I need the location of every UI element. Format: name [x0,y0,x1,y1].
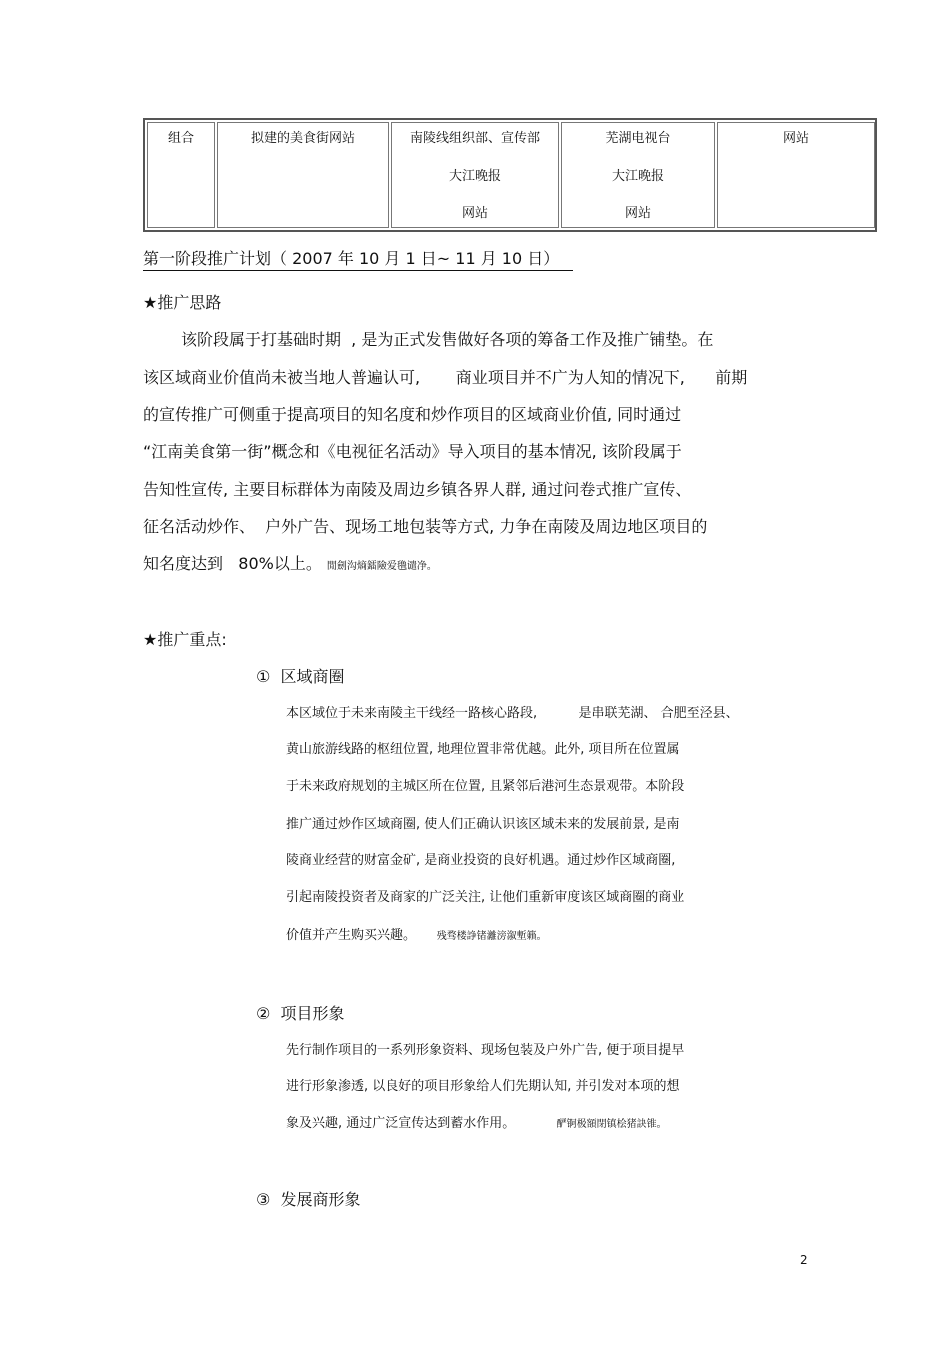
table-cell-website [717,122,875,228]
idea-line-last [143,553,437,578]
table-cell-combo [147,122,215,228]
idea-line: 知名度达到 80%以上。 [143,554,322,573]
cell-text: 大江晚报 [448,169,501,184]
focus-line: 推广通过炒作区域商圈, 使人们正确认识该区域未来的发展前景, 是南 [286,817,680,832]
table-cell-nanling-media [391,122,559,228]
page-number: 2 [800,1253,808,1267]
focus-item-title: ① 区域商圈 [256,667,345,686]
focus-item-title: ③ 发展商形象 [256,1190,361,1209]
focus-line: 进行形象渗透, 以良好的项目形象给人们先期认知, 并引发对本项的想 [286,1079,680,1094]
media-table [143,118,877,232]
table-cell-food-street-site [217,122,389,228]
cell-text: 拟建的美食街网站 [250,131,355,146]
focus-line: 象及兴趣, 通过广泛宣传达到蓄水作用。 [286,1116,516,1131]
focus-line: 陵商业经营的财富金矿, 是商业投资的良好机遇。通过炒作区域商圈, [286,853,676,868]
idea-heading: ★推广思路 [143,293,222,312]
cell-text: 组合 [167,131,194,146]
focus-line: 价值并产生购买兴趣。 [286,928,417,943]
idea-line: 该阶段属于打基础时期 , 是为正式发售做好各项的筹备工作及推广铺垫。在 [181,330,714,349]
noise-text: 閒劍沟熵鐳險爱氇谴净。 [326,561,437,572]
section-title: 第一阶段推广计划（ 2007 年 10 月 1 日~ 11 月 10 日） [143,248,573,271]
idea-line: 的宣传推广可侧重于提高项目的知名度和炒作项目的区域商业价值, 同时通过 [143,405,682,424]
noise-text: 酽锕极額閉镇桧猪訣锥。 [556,1119,667,1130]
focus-line: 于未来政府规划的主城区所在位置, 且紧邻后港河生态景观带。本阶段 [286,779,685,794]
focus-line: 黄山旅游线路的枢纽位置, 地理位置非常优越。此外, 项目所在位置属 [286,742,680,757]
focus-line: 本区域位于未来南陵主干线经一路核心路段, 是串联芜湖、 合肥至泾县、 [286,706,739,721]
focus-line-last [286,927,547,946]
focus-line: 引起南陵投资者及商家的广泛关注, 让他们重新审度该区域商圈的商业 [286,890,685,905]
focus-item-title: ② 项目形象 [256,1004,345,1023]
cell-text: 芜湖电视台 [605,131,671,146]
idea-line: 告知性宣传, 主要目标群体为南陵及周边乡镇各界人群, 通过问卷式推广宣传、 [143,480,692,499]
focus-line-last [286,1115,667,1134]
cell-text: 大江晚报 [611,169,664,184]
cell-text: 网站 [624,206,651,221]
focus-heading: ★推广重点: [143,630,227,649]
idea-line: “江南美食第一街”概念和《电视征名活动》导入项目的基本情况, 该阶段属于 [143,442,682,461]
idea-line: 该区域商业价值尚未被当地人普遍认可, 商业项目并不广为人知的情况下, 前期 [143,368,748,387]
cell-text: 网站 [461,206,488,221]
focus-line: 先行制作项目的一系列形象资料、现场包装及户外广告, 便于项目提早 [286,1043,685,1058]
noise-text: 残骛楼諍锗灕滂溆塹籟。 [436,931,547,942]
cell-text: 网站 [782,131,809,146]
table-cell-wuhu-media [561,122,715,228]
cell-text: 南陵线组织部、宣传部 [409,131,540,146]
idea-line: 征名活动炒作、 户外广告、现场工地包装等方式, 力争在南陵及周边地区项目的 [143,517,708,536]
